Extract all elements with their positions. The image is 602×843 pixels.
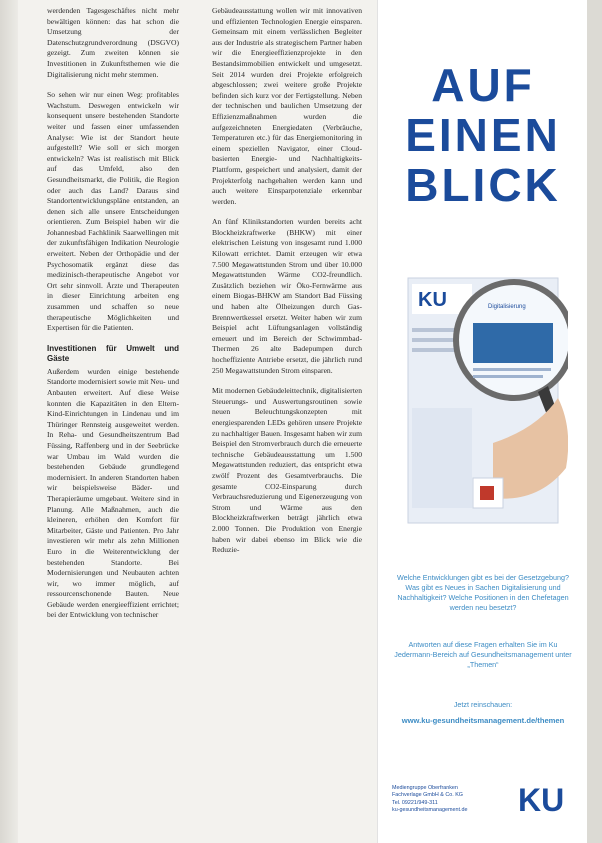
footer-line: Tel. 09221/949-311 [392, 799, 438, 806]
article-column-left [47, 6, 179, 631]
ad-headline-line: AUF [431, 59, 535, 111]
magazine-line [473, 375, 543, 378]
ad-footer [392, 785, 468, 815]
article-paragraph: Außerdem wurden einige bestehende Standorte modernisiert sowie mit Neu- und Anbauten erweitert. Auf diese Weise konnten die Kapazitäten in den Eltern-Kind-Einrichtungen in Lindenau und im Thüringer Rennsteig ausgeweitet werden. In Reha- und Gesundheitszentrum Bad Füssing, Raffenberg und in der Seebrücke war Umbau im Wald wurden die bestehenden Gebäude grundlegend modernisiert. In anderen Standorten haben wir beispielsweise Bäder- und Therapieräume umgebaut. Weitere sind in Planung. Alle Maßnahmen, auch die kleineren, erhöhen den Komfort für Mitarbeiter, Gäste und Patienten. Pro Jahr investieren wir mehr als zehn Millionen Euro in die Weiterentwicklung der bestehenden Standorte. Bei Modernisierungen und Neubauten achten wir, wo immer möglich, auf ressourcenschonende Bauten. Neue Gebäude werden energieeffizient errichtet; bei der Entwicklung von technischer [47, 366, 179, 620]
magazine-heading: Digitalisierung [488, 304, 526, 310]
article-paragraph: Mit modernen Gebäudeleittechnik, digitalisierten Steuerungs- und Auswertungsroutinen sowie neuen Beleuchtungskonzepten mit energiesparenden LEDs gehören unsere Projekte zu nachhaltiger Bauen. Insgesamt haben wir zum Beispiel den Stromverbrauch durch die erneuerte technische Gebäudeausstattung um 1.500 Megawattstunden reduziert, das entspricht etwa zwölf Prozent des Gesamtverbrauchs. Die gesamte CO2-Einsparung durch Verbrauchsreduzierung und Eigenerzeugung von Strom und Wärme aus den Blockheizkraftwerken beträgt jährlich etwa 2.000 Tonnen. Die Produktion von Energie haben wir dabei ebenso im Blick wie die Reduzie- [212, 386, 362, 555]
ad-headline [378, 60, 588, 210]
magazine-red-mark [480, 486, 494, 500]
ad-headline-line: EINEN [405, 109, 561, 161]
magazine-photo [473, 323, 553, 363]
magazine-line [412, 338, 458, 342]
magnifier-illustration [398, 268, 568, 528]
article-paragraph: An fünf Klinikstandorten wurden bereits acht Blockheizkraftwerke (BHKW) mit einer elektrischen Leistung von insgesamt rund 1.000 Kilowatt errichtet. Damit erzeugen wir etwa 7.500 Megawattstunden Strom und über 10.000 Megawattstunden Wärme CO2-freundlich. Zusätzlich beziehen wir Öko-Fernwärme aus einem Biogas-BHKW am Standort Bad Füssing und haben alte Ölheizungen durch Gas-Brennwertkessel ersetzt. Weiter haben wir zum Beispiel acht Lüftungsanlagen vollständig erneuert und im Bereich der Schwimmbad-Thermen 26 alte Badepumpen durch hocheffiziente Antriebe ersetzt, die jährlich rund 250 Megawattstunden Strom einsparen. [212, 217, 362, 375]
page-gutter [0, 0, 18, 843]
ku-logo-text: KU [518, 782, 565, 815]
footer-line: ku-gesundheitsmanagement.de [392, 807, 468, 814]
ad-cta-link[interactable]: www.ku-gesundheitsmanagement.de/themen [401, 716, 565, 725]
magazine-logo: KU [418, 289, 447, 311]
ad-cta-label: Jetzt reinschauen: [453, 700, 513, 709]
article-paragraph: werdenden Tagesgeschäftes nicht mehr bewältigen können: das hat schon die Umsetzung der Datenschutzgrundverordnung (DSGVO) gezeigt. Zum zweiten können sie Investitionen in Zukunftsthemen wie die Digitalisierung nicht mehr stemmen. [47, 6, 179, 79]
ad-headline-line: BLICK [405, 159, 561, 211]
footer-line: Fachverlage GmbH & Co. KG [392, 792, 464, 799]
magazine-sidebar [412, 408, 472, 508]
page-edge [587, 0, 602, 843]
advertisement-panel [377, 0, 588, 843]
section-heading: Investitionen für Umwelt und Gäste [47, 343, 179, 363]
article-paragraph: Gebäudeausstattung wollen wir mit innovativen und effizienten Technologien Energie einsparen. Gemeinsam mit einem verlässlichen Begleiter aus der Industrie als strategischem Partner haben wir die Energieeffizienzprojekte in den Bestandsimmobilien entwickelt und umgesetzt. Seit 2014 wurden drei Projekte erfolgreich abgeschlossen; zwei weitere große Projekte befinden sich kurz vor der Fertigstellung. Neben der technischen und baulichen Umsetzung der Effizienzmaßnahmen wurden die aufgezeichneten Energiedaten (Verbräuche, Temperaturen etc.) für das Energiemonitoring in einem speziellen Navigator, einer Cloud-basierten Energie- und Nachhaltigkeits-Plattform, gespeichert und analysiert, damit der Projekterfolg nachgehalten werden kann und auch weitere Einsparpotenziale erkennbar werden. [212, 6, 362, 206]
footer-line: Mediengruppe Oberfranken [392, 785, 458, 791]
ad-answer: Antworten auf diese Fragen erhalten Sie im Ku Jedermann-Bereich auf Gesundheitsmanagement unter „Themen“ [394, 640, 572, 669]
ad-question: Welche Entwicklungen gibt es bei der Gesetzgebung? Was gibt es Neues in Sachen Digitalisierung und Nachhaltigkeit? Welche Positionen in den Chefetagen werden neu besetzt? [396, 573, 570, 612]
ku-logo [516, 781, 570, 815]
magazine-line [473, 368, 551, 371]
article-paragraph: So sehen wir nur einen Weg: profitables Wachstum. Deswegen entwickeln wir konsequent unsere bestehenden Standorte weiter und fassen einer umfassenden Analyse: Wie ist der Standort heute aufgestellt? Wie soll er sich morgen entwickeln? Was ist realistisch mit Blick auf das Umfeld, also den Gesundheitsmarkt, die Politik, die Region oder auch das Land? Daraus sind Standortentwicklungspläne entstanden, an denen sich alle unsere Entscheidungen orientieren. Zum Beispiel haben wir die Johannesbad Fachklinik Saarwellingen mit der zukunftsfähigen Indikation Neurologie erweitert. Neben der Orthopädie und der Psychosomatik ergänzt diese das medizinisch-therapeutische Angebot vor Ort sehr sinnvoll. Ärzte und Therapeuten in dieser Einrichtung arbeiten eng zusammen und schaffen so neue therapeutische Möglichkeiten und Expertisen für die Patienten. [47, 90, 179, 333]
article-column-right [212, 6, 362, 566]
